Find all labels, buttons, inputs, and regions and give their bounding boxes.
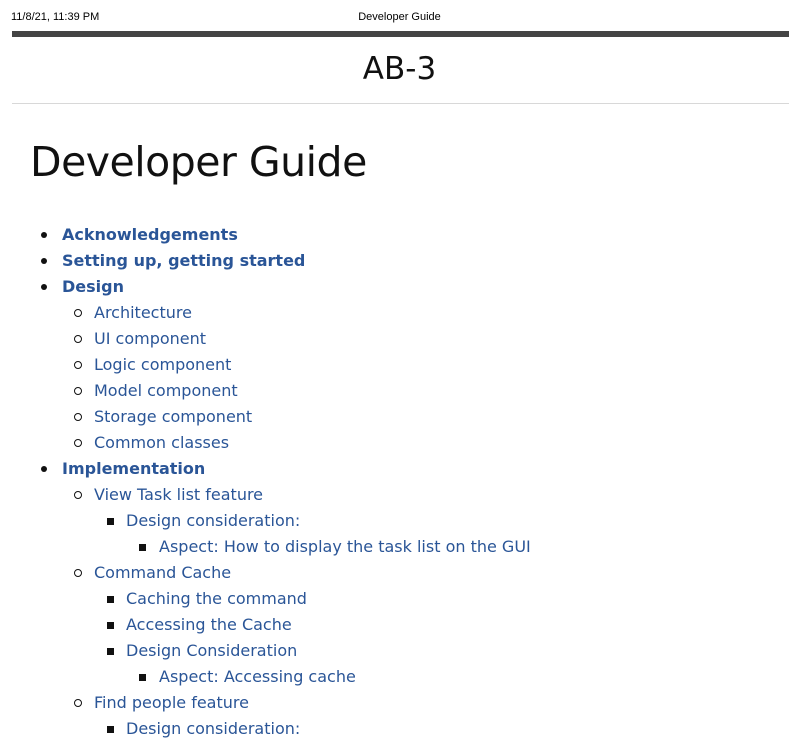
toc-link-design[interactable]: Design bbox=[62, 277, 124, 296]
bullet-circle-icon bbox=[74, 361, 82, 369]
bullet-square-icon bbox=[107, 518, 114, 525]
toc-item bbox=[0, 352, 799, 378]
bullet-circle-icon bbox=[74, 335, 82, 343]
toc-link-common-classes[interactable]: Common classes bbox=[94, 433, 230, 452]
toc-link-implementation[interactable]: Implementation bbox=[62, 459, 206, 478]
toc-item bbox=[0, 326, 799, 352]
toc-link-design-consideration-find[interactable]: Design consideration: bbox=[126, 719, 301, 738]
toc-item bbox=[0, 612, 799, 638]
toc-item bbox=[0, 586, 799, 612]
table-of-contents bbox=[0, 222, 799, 742]
toc-item bbox=[0, 508, 799, 534]
toc-link-logic-component[interactable]: Logic component bbox=[94, 355, 232, 374]
toc-link-accessing-the-cache[interactable]: Accessing the Cache bbox=[126, 615, 292, 634]
bullet-circle-icon bbox=[74, 439, 82, 447]
bullet-circle-icon bbox=[74, 569, 82, 577]
bullet-circle-icon bbox=[74, 413, 82, 421]
bullet-disc-icon bbox=[41, 284, 47, 290]
toc-item bbox=[0, 716, 799, 742]
toc-item bbox=[0, 638, 799, 664]
toc-item bbox=[0, 378, 799, 404]
bullet-disc-icon bbox=[41, 258, 47, 264]
bullet-square-icon bbox=[107, 622, 114, 629]
toc-item bbox=[0, 456, 799, 482]
toc-link-design-consideration[interactable]: Design consideration: bbox=[126, 511, 301, 530]
toc-item bbox=[0, 560, 799, 586]
bullet-circle-icon bbox=[74, 387, 82, 395]
bullet-square-icon bbox=[107, 726, 114, 733]
toc-link-storage-component[interactable]: Storage component bbox=[94, 407, 253, 426]
toc-item bbox=[0, 404, 799, 430]
toc-link-caching-the-command[interactable]: Caching the command bbox=[126, 589, 307, 608]
print-datetime: 11/8/21, 11:39 PM bbox=[11, 11, 100, 23]
site-title[interactable]: AB-3 bbox=[362, 51, 437, 87]
toc-link-aspect-display-task-list[interactable]: Aspect: How to display the task list on the GUI bbox=[159, 537, 531, 556]
bullet-disc-icon bbox=[41, 466, 47, 472]
toc-item bbox=[0, 274, 799, 300]
toc-link-model-component[interactable]: Model component bbox=[94, 381, 238, 400]
bullet-disc-icon bbox=[41, 232, 47, 238]
bullet-circle-icon bbox=[74, 309, 82, 317]
toc-link-setting-up[interactable]: Setting up, getting started bbox=[62, 251, 306, 270]
toc-link-ui-component[interactable]: UI component bbox=[94, 329, 207, 348]
toc-item bbox=[0, 482, 799, 508]
toc-item bbox=[0, 430, 799, 456]
toc-item bbox=[0, 664, 799, 690]
toc-item bbox=[0, 690, 799, 716]
bullet-circle-icon bbox=[74, 699, 82, 707]
toc-link-command-cache[interactable]: Command Cache bbox=[94, 563, 232, 582]
print-title: Developer Guide bbox=[358, 11, 441, 23]
bullet-circle-icon bbox=[74, 491, 82, 499]
toc-link-view-task-list-feature[interactable]: View Task list feature bbox=[94, 485, 264, 504]
toc-item bbox=[0, 300, 799, 326]
toc-link-design-consideration-cache[interactable]: Design Consideration bbox=[126, 641, 298, 660]
print-header bbox=[0, 0, 799, 30]
toc-link-find-people-feature[interactable]: Find people feature bbox=[94, 693, 249, 712]
header-divider bbox=[12, 103, 789, 104]
toc-item bbox=[0, 534, 799, 560]
toc-link-aspect-accessing-cache[interactable]: Aspect: Accessing cache bbox=[159, 667, 356, 686]
bullet-square-icon bbox=[107, 648, 114, 655]
bullet-square-icon bbox=[139, 544, 146, 551]
toc-link-acknowledgements[interactable]: Acknowledgements bbox=[62, 225, 238, 244]
toc-link-architecture[interactable]: Architecture bbox=[94, 303, 192, 322]
toc-item bbox=[0, 222, 799, 248]
bullet-square-icon bbox=[107, 596, 114, 603]
toc-item bbox=[0, 248, 799, 274]
bullet-square-icon bbox=[139, 674, 146, 681]
page-title: Developer Guide bbox=[30, 138, 367, 186]
top-bar bbox=[12, 31, 789, 37]
